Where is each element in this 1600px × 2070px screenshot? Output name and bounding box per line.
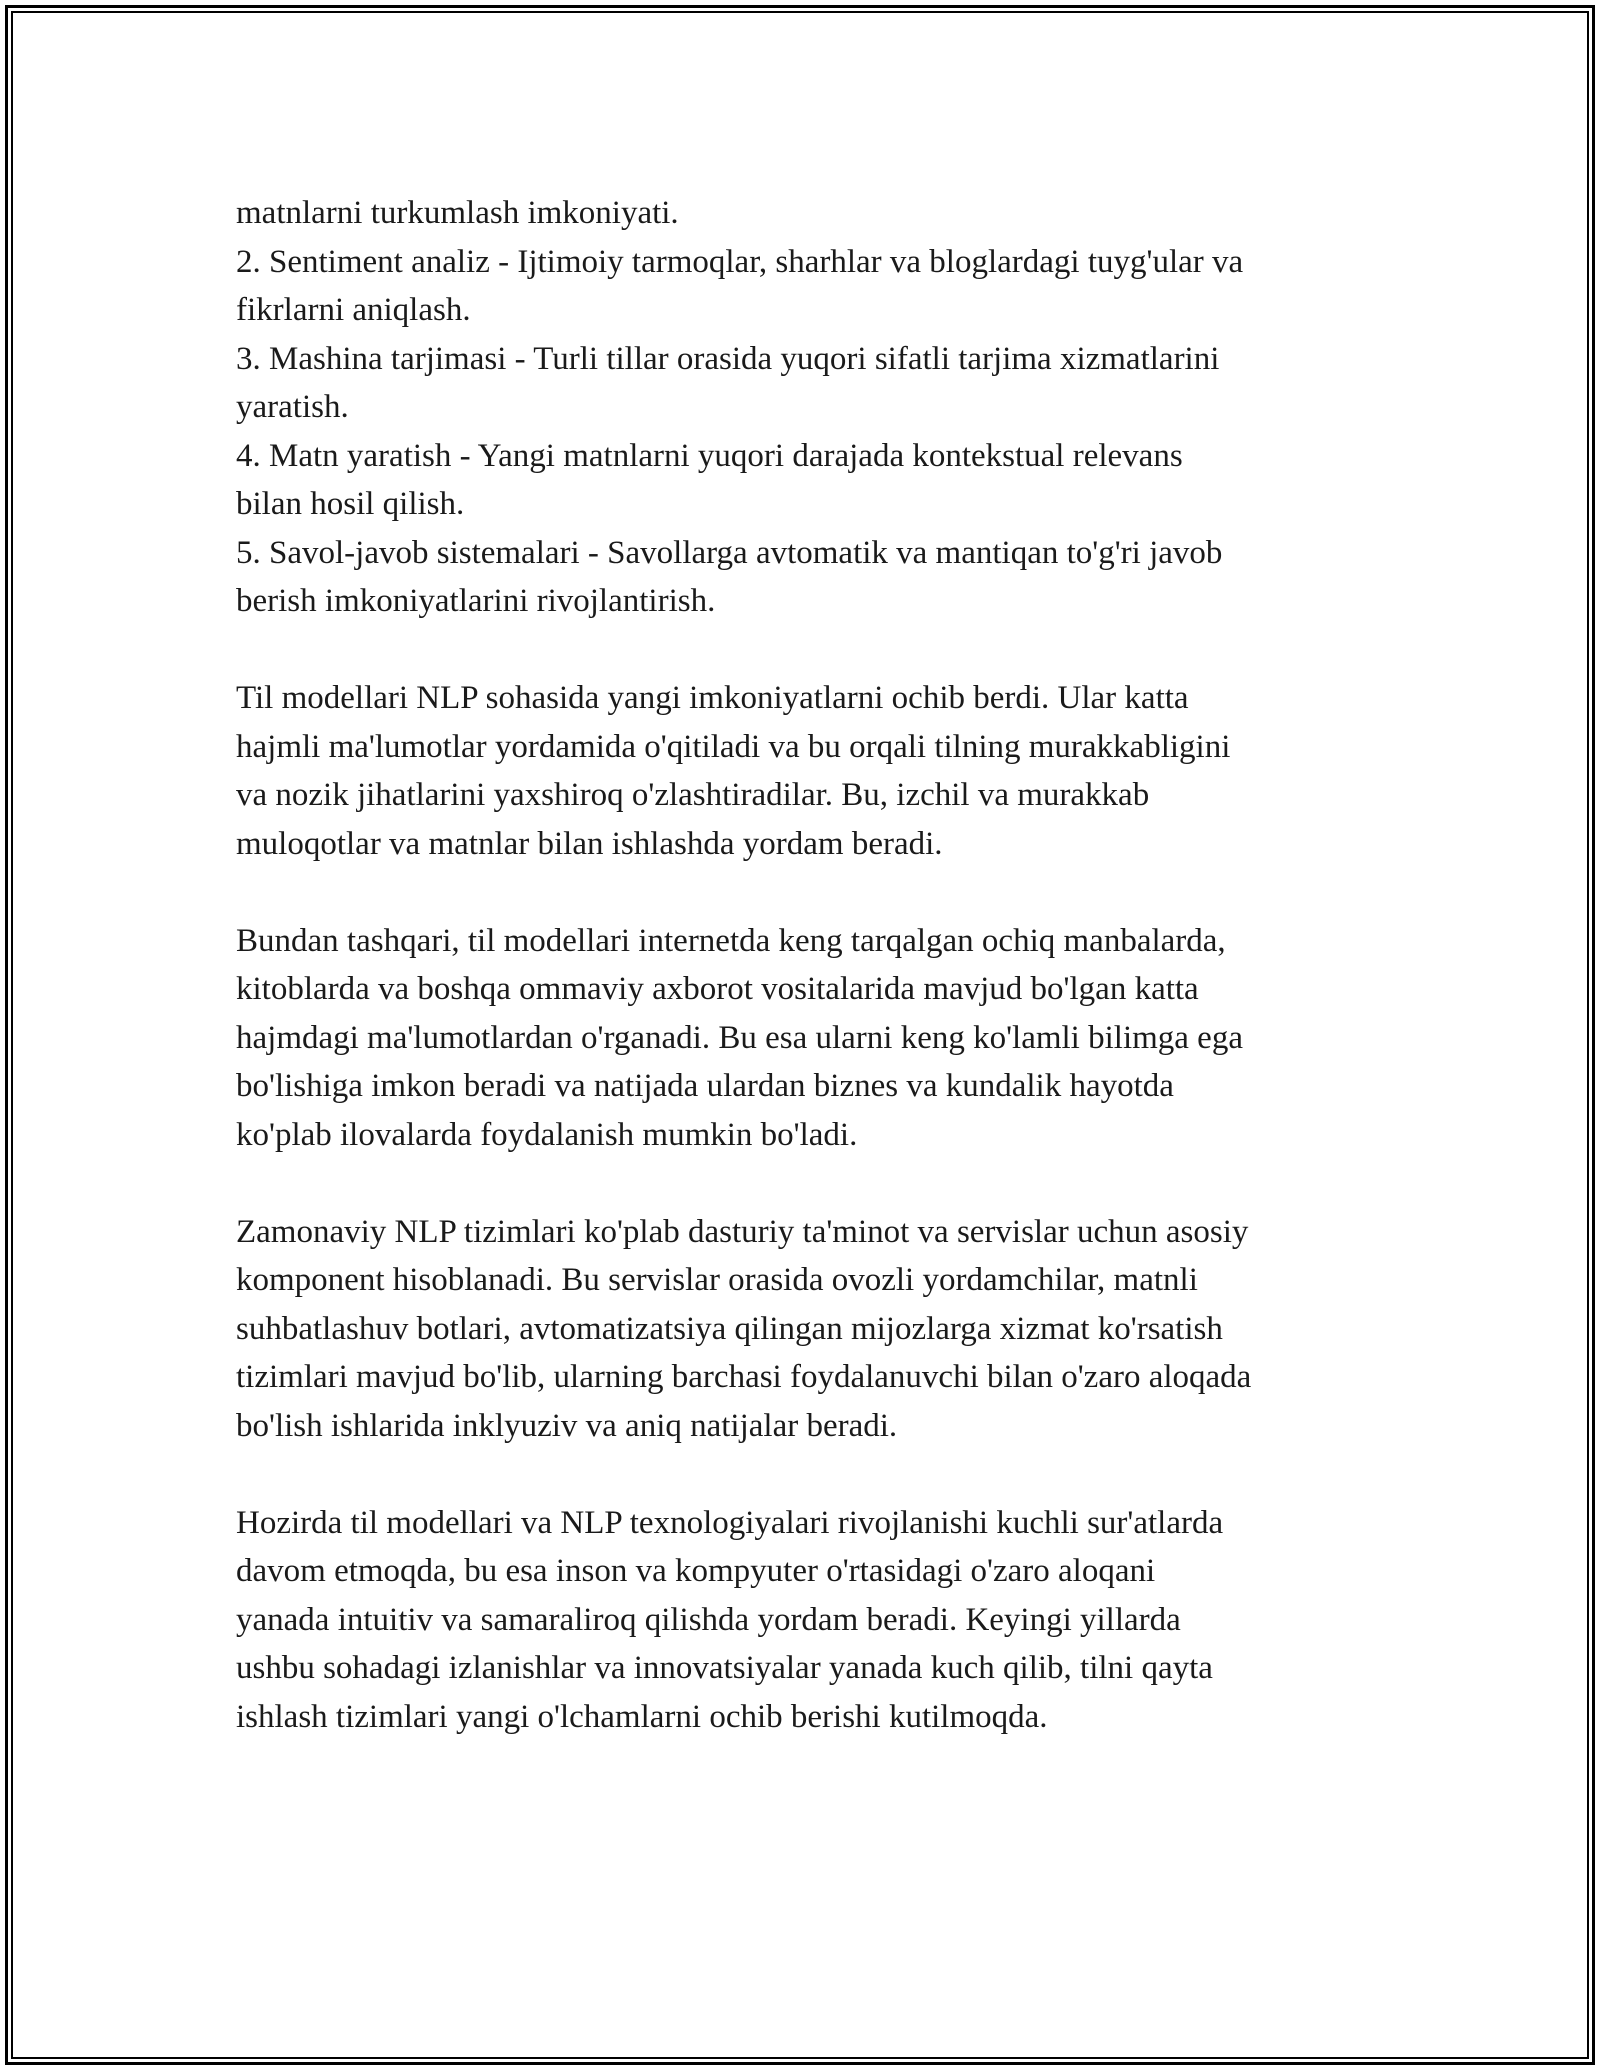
paragraph-line: muloqotlar va matnlar bilan ishlashda yordam beradi. [236,825,943,862]
paragraph-line: ushbu sohadagi izlanishlar va innovatsiyalar yanada kuch qilib, tilni qayta [236,1650,1213,1686]
paragraph-modern-nlp [236,1208,1376,1451]
paragraph-line: kitoblarda va boshqa ommaviy axborot vositalarida mavjud bo'lgan katta [236,971,1199,1007]
paragraph-future [236,1499,1376,1742]
list-item-line: berish imkoniyatlarini rivojlantirish. [236,583,716,619]
paragraph-training-data [236,917,1376,1160]
paragraph-line: hajmli ma'lumotlar yordamida o'qitiladi va bu orqali tilning murakkabligini [236,728,1231,765]
paragraph-line: Bundan tashqari, til modellari internetda keng tarqalgan ochiq manbalarda, [236,922,1226,959]
paragraph-line: tizimlari mavjud bo'lib, ularning barchasi foydalanuvchi bilan o'zaro aloqada [236,1359,1252,1395]
list-item-line: yaratish. [236,389,349,425]
list-item-line: 5. Savol-javob sistemalari - Savollarga avtomatik va mantiqan to'g'ri javob [236,534,1223,571]
paragraph-line: bo'lishiga imkon beradi va natijada ulardan biznes va kundalik hayotda [236,1068,1174,1104]
paragraph-line: davom etmoqda, bu esa inson va kompyuter o'rtasidagi o'zaro aloqani [236,1553,1156,1589]
list-item-sentiment [236,238,1376,335]
paragraph-line: Zamonaviy NLP tizimlari ko'plab dasturiy ta'minot va servislar uchun asosiy [236,1213,1249,1250]
paragraph-line: ko'plab ilovalarda foydalanish mumkin bo'ladi. [236,1116,858,1153]
paragraph-gap [236,868,1376,917]
paragraph-gap [236,1159,1376,1208]
list-item-line: fikrlarni aniqlash. [236,292,471,328]
paragraph-line: Til modellari NLP sohasida yangi imkoniyatlarni ochib berdi. Ular katta [236,680,1189,716]
list-item-text-generation [236,432,1376,529]
paragraph-language-models [236,674,1376,868]
paragraph-line: bo'lish ishlarida inklyuziv va aniq natijalar beradi. [236,1407,898,1444]
paragraph-line: komponent hisoblanadi. Bu servislar orasida ovozli yordamchilar, matnli [236,1262,1198,1298]
paragraph-line: va nozik jihatlarini yaxshiroq o'zlashtiradilar. Bu, izchil va murakkab [236,777,1150,813]
list-item-line: bilan hosil qilish. [236,486,465,522]
list-item-line: 2. Sentiment analiz - Ijtimoiy tarmoqlar, sharhlar va bloglardagi tuyg'ular va [236,243,1244,280]
list-item-question-answering [236,529,1376,626]
paragraph-gap [236,1450,1376,1499]
paragraph-line: suhbatlashuv botlari, avtomatizatsiya qilingan mijozlarga xizmat ko'rsatish [236,1310,1223,1347]
list-item-machine-translation [236,335,1376,432]
list-item-line: 3. Mashina tarjimasi - Turli tillar orasida yuqori sifatli tarjima xizmatlarini [236,340,1220,377]
paragraph-line: hajmdagi ma'lumotlardan o'rganadi. Bu esa ularni keng ko'lamli bilimga ega [236,1019,1243,1056]
document-body [236,189,1376,1741]
paragraph-gap [236,626,1376,675]
list-item-line: 4. Matn yaratish - Yangi matnlarni yuqori darajada kontekstual relevans [236,437,1183,474]
paragraph-line: Hozirda til modellari va NLP texnologiyalari rivojlanishi kuchli sur'atlarda [236,1504,1224,1541]
paragraph-line: yanada intuitiv va samaraliroq qilishda yordam beradi. Keyingi yillarda [236,1601,1181,1638]
paragraph-line: ishlash tizimlari yangi o'lchamlarni ochib berishi kutilmoqda. [236,1698,1048,1735]
list-continuation-line: matnlarni turkumlash imkoniyati. [236,195,679,231]
